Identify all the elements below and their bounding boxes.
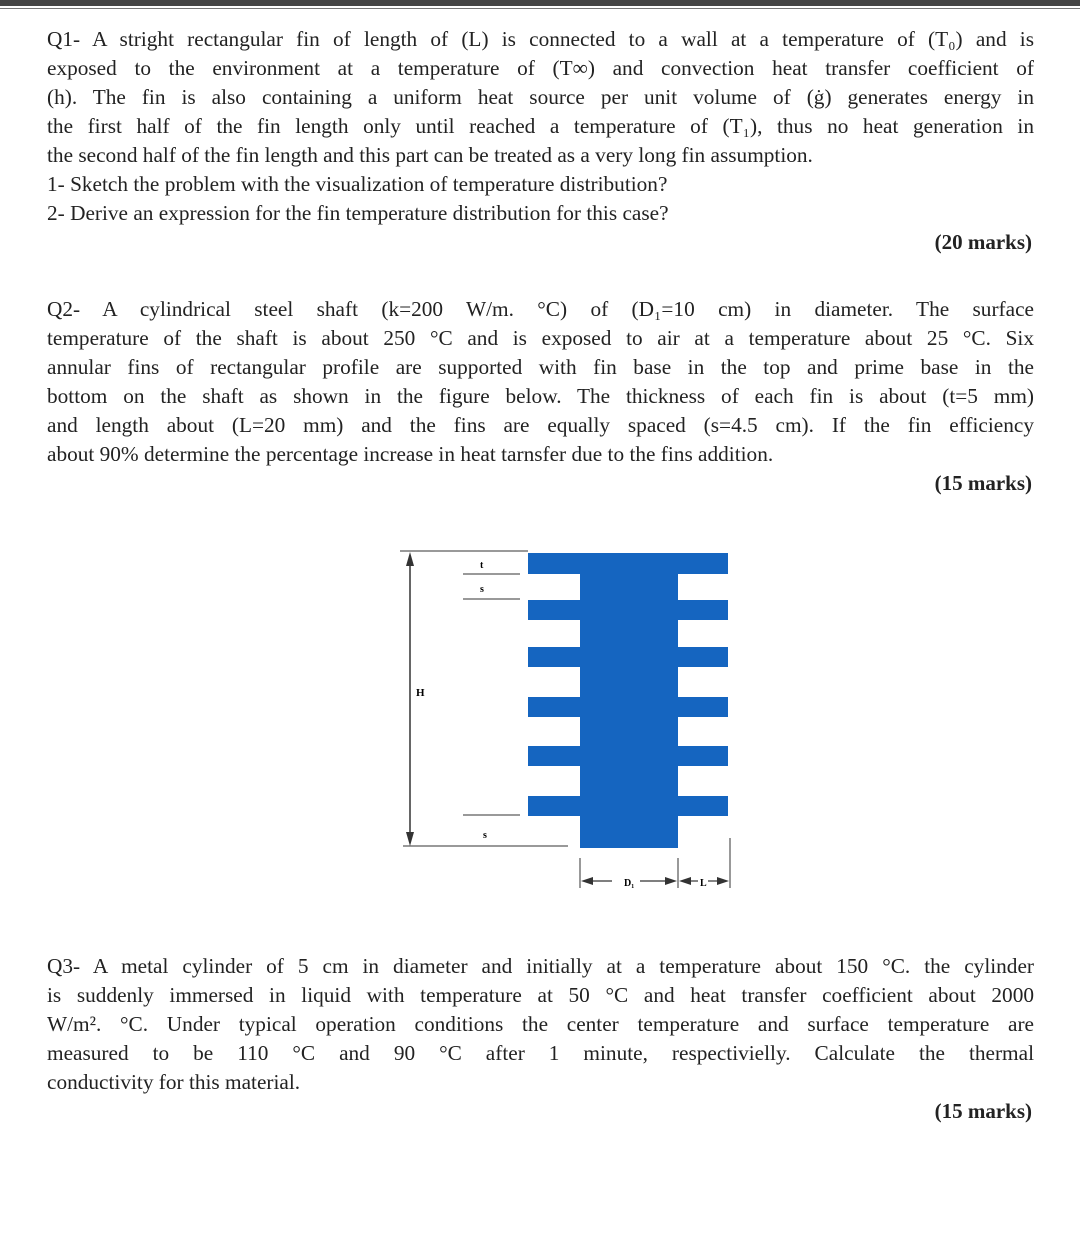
q3-marks: (15 marks) [934, 1099, 1032, 1123]
q3-line: Q3- A metal cylinder of 5 cm in diameter and initially at a temperature about 150 °C. the cylinder [47, 954, 1034, 978]
q2-line: annular fins of rectangular profile are supported with fin base in the top and prime base in the [47, 355, 1034, 379]
fin-right [678, 746, 728, 766]
q1-marks: (20 marks) [934, 230, 1032, 254]
label-s-top: s [480, 584, 484, 595]
fin-left [528, 647, 580, 667]
shaft-body [580, 553, 678, 848]
q3-statement [47, 952, 1034, 1097]
fin-left [528, 553, 580, 574]
q1-line: exposed to the environment at a temperature of (T∞) and convection heat transfer coefficient of [47, 56, 1034, 80]
fin-left [528, 746, 580, 766]
q3-line: conductivity for this material. [47, 1070, 301, 1094]
q1-task-2: 2- Derive an expression for the fin temperature distribution for this case? [47, 201, 669, 225]
label-t: t [480, 560, 484, 571]
fin-left [528, 796, 580, 816]
q2-line: Q2- A cylindrical steel shaft (k=200 W/m. °C) of (D₁=10 cm) in diameter. The surface [47, 297, 1034, 321]
l-arrow-right-icon [717, 877, 729, 885]
q2-line: and length about (L=20 mm) and the fins are equally spaced (s=4.5 cm). If the fin efficiency [47, 413, 1034, 437]
fin-right [678, 647, 728, 667]
fin-right [678, 796, 728, 816]
q2-line: about 90% determine the percentage increase in heat tarnsfer due to the fins addition. [47, 442, 774, 466]
fin-right [678, 600, 728, 620]
q1-task-1: 1- Sketch the problem with the visualization of temperature distribution? [47, 172, 668, 196]
label-L: L [700, 878, 707, 889]
q1-line: the second half of the fin length and this part can be treated as a very long fin assumption. [47, 143, 813, 167]
d1-arrow-right-icon [665, 877, 677, 885]
label-H: H [416, 687, 425, 699]
q1-line: the first half of the fin length only until reached a temperature of (T₁), thus no heat generation in [47, 114, 1034, 138]
d1-arrow-left-icon [581, 877, 593, 885]
q3-line: is suddenly immersed in liquid with temperature at 50 °C and heat transfer coefficient about 2000 [47, 983, 1034, 1007]
label-s-bottom: s [483, 830, 487, 841]
l-arrow-left-icon [679, 877, 691, 885]
q1-line: Q1- A stright rectangular fin of length of (L) is connected to a wall at a temperature of (T₀) and is [47, 27, 1034, 51]
q2-marks: (15 marks) [934, 471, 1032, 495]
q3-line: measured to be 110 °C and 90 °C after 1 minute, respectivielly. Calculate the thermal [47, 1041, 1034, 1065]
fin-right [678, 553, 728, 574]
fin-left [528, 600, 580, 620]
q2-line: temperature of the shaft is about 250 °C and is exposed to air at a temperature about 25 °C. Six [47, 326, 1034, 350]
fin-left [528, 697, 580, 717]
q1-line: (h). The fin is also containing a uniform heat source per unit volume of (ġ) generates energy in [47, 85, 1034, 109]
q3-line: W/m². °C. Under typical operation conditions the center temperature and surface temperature are [47, 1012, 1034, 1036]
h-arrow-up-icon [406, 552, 414, 566]
h-arrow-down-icon [406, 832, 414, 846]
q2-line: bottom on the shaft as shown in the figure below. The thickness of each fin is about (t=5 mm) [47, 384, 1034, 408]
label-D1: D₁ [624, 878, 635, 889]
fin-right [678, 697, 728, 717]
